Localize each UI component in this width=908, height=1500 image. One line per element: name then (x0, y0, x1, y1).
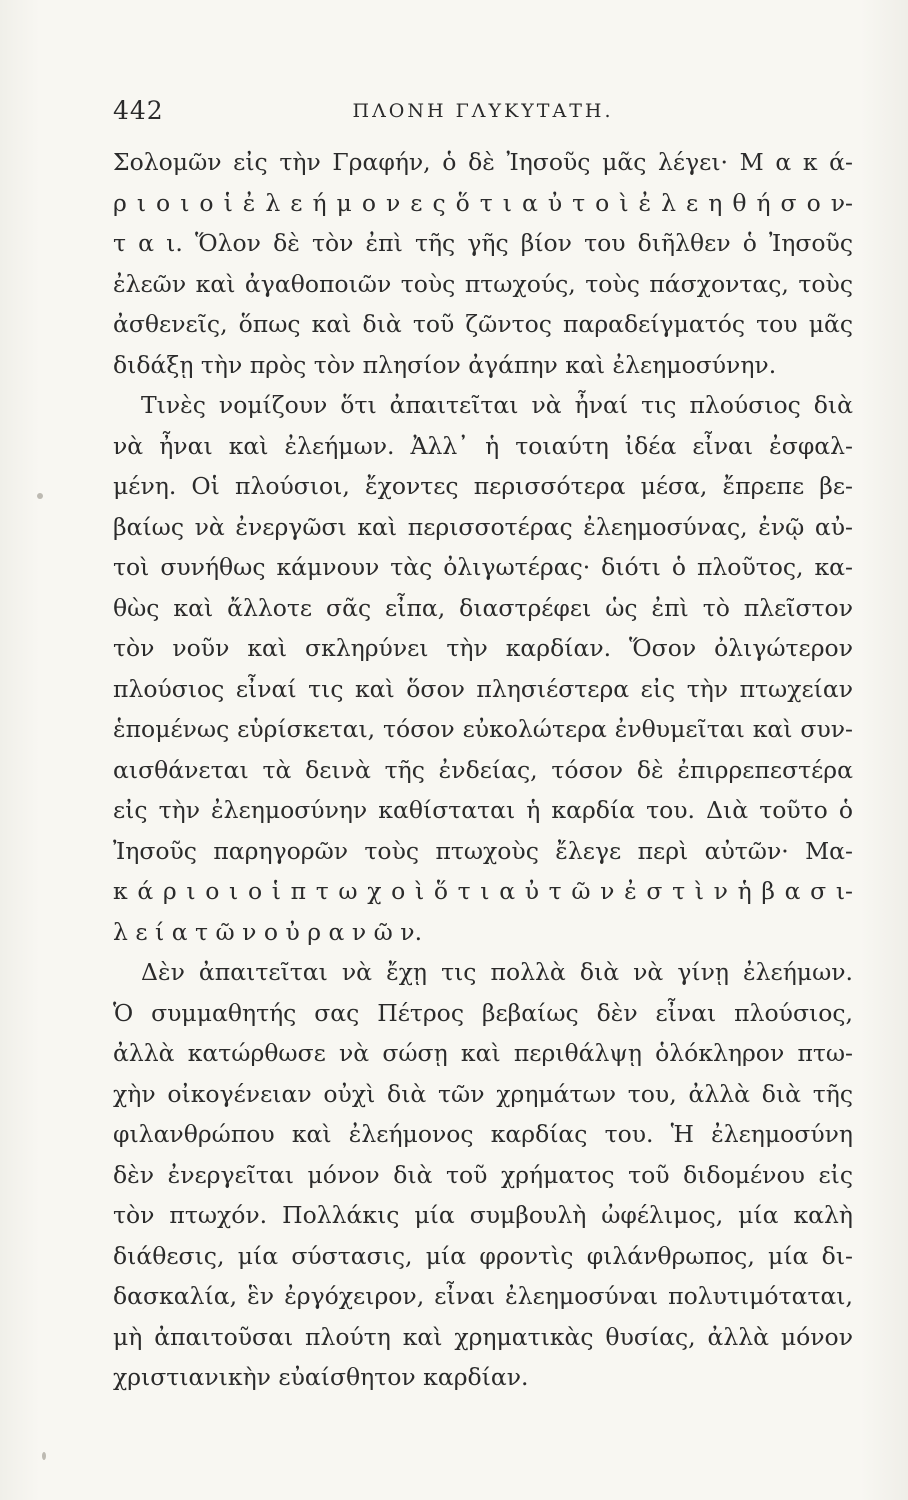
text-line: πλούσιος εἶναί τις καὶ ὅσον πλησιέστερα εἰς τὴν πτωχείαν (113, 674, 853, 703)
page-header (113, 96, 853, 136)
text-line: Ὁ συμμαθητής σας Πέτρος βεβαίως δὲν εἶναι πλούσιος, (113, 998, 853, 1027)
text-line: εἰς τὴν ἐλεημοσύνην καθίσταται ἡ καρδία του. Διὰ τοῦτο ὁ (113, 796, 853, 824)
paper-speck (42, 1452, 46, 1460)
text-line: χὴν οἰκογένειαν οὐχὶ διὰ τῶν χρημάτων του, ἀλλὰ διὰ τῆς (113, 1079, 853, 1108)
text-line: δὲν ἐνεργεῖται μόνον διὰ τοῦ χρήματος τοῦ διδομένου εἰς (113, 1160, 853, 1189)
running-head: ΠΛΟΝΗ ΓΛΥΚΥΤΑΤΗ. (352, 100, 614, 122)
text-line: τὸν νοῦν καὶ σκληρύνει τὴν καρδίαν. Ὅσον ὀλιγώτερον (113, 634, 853, 662)
text-line: ἐλεῶν καὶ ἀγαθοποιῶν τοὺς πτωχούς, τοὺς πάσχοντας, τοὺς (113, 269, 853, 298)
body-text (113, 142, 853, 1398)
text-line: μὴ ἀπαιτοῦσαι πλούτη καὶ χρηματικὰς θυσίας, ἀλλὰ μόνον (113, 1322, 853, 1351)
text-line: ἀλλὰ κατώρθωσε νὰ σώσῃ καὶ περιθάλψῃ ὁλόκληρον πτω- (113, 1039, 853, 1067)
text-line: διάθεσις, μία σύστασις, μία φροντὶς φιλάνθρωπος, μία δι- (113, 1241, 853, 1270)
text-line: μένη. Οἱ πλούσιοι, ἔχοντες περισσότερα μέσα, ἔπρεπε βε- (113, 472, 853, 500)
text-line: τοὶ συνήθως κάμνουν τὰς ὀλιγωτέρας· διότι ὁ πλοῦτος, κα- (113, 553, 853, 581)
text-line: Σολομῶν εἰς τὴν Γραφήν, ὁ δὲ Ἰησοῦς μᾶς λέγει· Μ α κ ά- (113, 148, 853, 176)
text-line: νὰ ἦναι καὶ ἐλεήμων. Ἀλλ᾽ ἡ τοιαύτη ἰδέα εἶναι ἐσφαλ- (113, 431, 853, 460)
text-line: λ ε ί α τ ῶ ν ο ὐ ρ α ν ῶ ν. (113, 917, 423, 946)
text-line: κ ά ρ ι ο ι ο ἱ π τ ω χ ο ὶ ὅ τ ι α ὐ τ ῶ ν ἐ σ τ ὶ ν ἡ β α σ ι- (113, 877, 853, 905)
text-line: αισθάνεται τὰ δεινὰ τῆς ἐνδείας, τόσον δὲ ἐπιρρεπεστέρα (113, 755, 853, 784)
text-line: θὼς καὶ ἄλλοτε σᾶς εἶπα, διαστρέφει ὡς ἐπὶ τὸ πλεῖστον (113, 593, 853, 622)
text-line: Δὲν ἀπαιτεῖται νὰ ἔχῃ τις πολλὰ διὰ νὰ γίνῃ ἐλεήμων. (141, 958, 853, 986)
text-line: Τινὲς νομίζουν ὅτι ἀπαιτεῖται νὰ ἦναί τις πλούσιος διὰ (141, 391, 853, 419)
text-line: ἑπομένως εὑρίσκεται, τόσον εὐκολώτερα ἐνθυμεῖται καὶ συν- (113, 715, 853, 743)
page-number: 442 (113, 96, 164, 125)
text-line: διδάξῃ τὴν πρὸς τὸν πλησίον ἀγάπην καὶ ἐλεημοσύνην. (113, 350, 777, 379)
text-line: δασκαλία, ἓν ἐργόχειρον, εἶναι ἐλεημοσύναι πολυτιμόταται, (113, 1282, 853, 1310)
paper-speck (37, 493, 43, 499)
text-line: τ α ι. Ὅλον δὲ τὸν ἐπὶ τῆς γῆς βίον του διῆλθεν ὁ Ἰησοῦς (113, 229, 853, 257)
text-line: χριστιανικὴν εὐαίσθητον καρδίαν. (113, 1363, 529, 1391)
text-line: Ἰησοῦς παρηγορῶν τοὺς πτωχοὺς ἔλεγε περὶ αὐτῶν· Μα- (113, 836, 853, 865)
text-line: βαίως νὰ ἐνεργῶσι καὶ περισσοτέρας ἐλεημοσύνας, ἐνῷ αὐ- (113, 512, 853, 541)
text-line: τὸν πτωχόν. Πολλάκις μία συμβουλὴ ὠφέλιμος, μία καλὴ (113, 1201, 853, 1229)
text-line: ἀσθενεῖς, ὅπως καὶ διὰ τοῦ ζῶντος παραδείγματός του μᾶς (113, 310, 853, 338)
text-line: φιλανθρώπου καὶ ἐλεήμονος καρδίας του. Ἡ ἐλεημοσύνη (113, 1120, 853, 1148)
text-line: ρ ι ο ι ο ἱ ἐ λ ε ή μ ο ν ε ς ὅ τ ι α ὐ τ ο ὶ ἐ λ ε η θ ή σ ο ν- (113, 188, 853, 217)
